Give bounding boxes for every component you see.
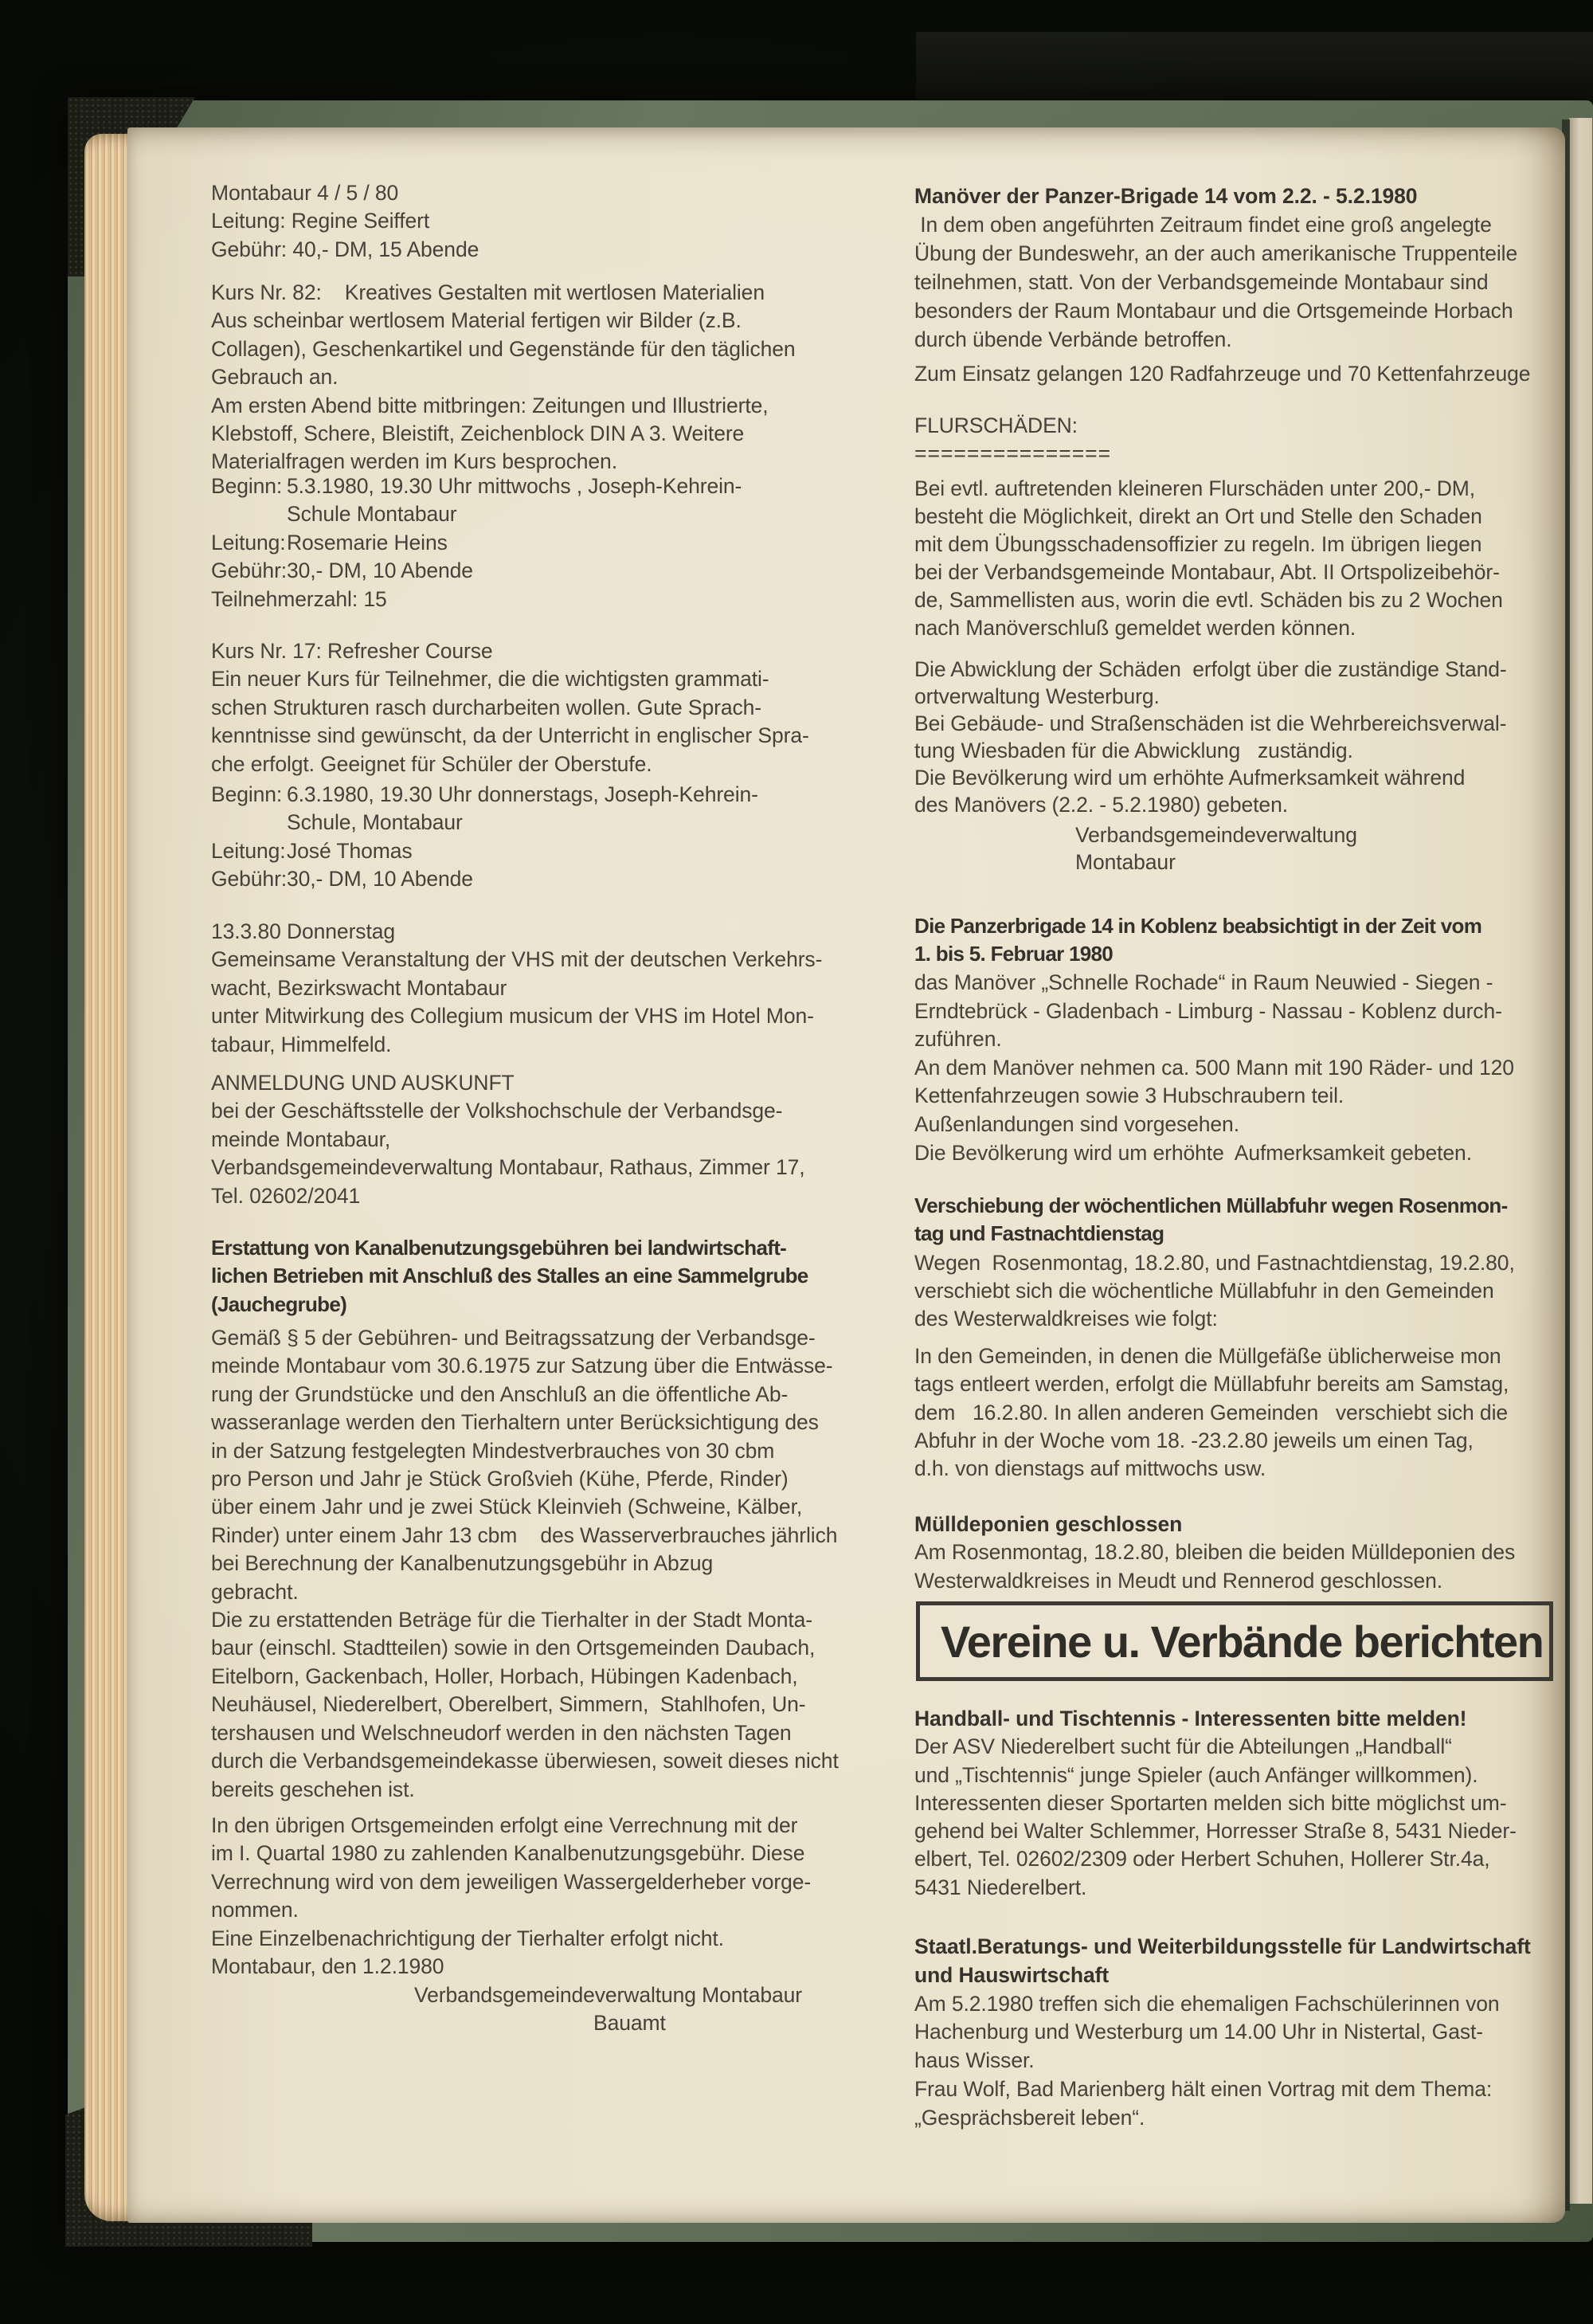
field-label: Leitung: bbox=[211, 838, 286, 863]
text-line: An dem Manöver nehmen ca. 500 Mann mit 190 Räder- und 120 bbox=[914, 1055, 1514, 1080]
text-line: gebracht. bbox=[211, 1579, 299, 1604]
text-line: dem 16.2.80. In allen anderen Gemeinden verschiebt sich die bbox=[914, 1400, 1508, 1425]
field-text: und Hauswirtschaft bbox=[914, 1962, 1110, 1987]
text-line: Gemeinsame Veranstaltung der VHS mit der deutschen Verkehrs- bbox=[211, 947, 823, 972]
text-line: d.h. von dienstags auf mittwochs usw. bbox=[914, 1456, 1266, 1481]
text-line bbox=[914, 1933, 1531, 1961]
text-line: bei Berechnung der Kanalbenutzungsgebühr in Abzug bbox=[211, 1551, 714, 1576]
field-text: 6.3.1980, 19.30 Uhr donnerstags, Joseph-Kehrein- bbox=[287, 782, 758, 806]
text-line: pro Person und Jahr je Stück Großvieh (Kühe, Pferde, Rinder) bbox=[211, 1467, 789, 1491]
text-line: Hachenburg und Westerburg um 14.00 Uhr in Nistertal, Gast- bbox=[914, 2020, 1483, 2044]
field-text: Staatl.Beratungs- und Weiterbildungsstelle für Landwirtschaft bbox=[914, 1934, 1531, 1958]
text-line: „Gesprächsbereit leben“. bbox=[914, 2105, 1145, 2130]
text-line: teilnehmen, statt. Von der Verbandsgemeinde Montabaur sind bbox=[914, 270, 1489, 294]
text-line: unter Mitwirkung des Collegium musicum der VHS im Hotel Mon- bbox=[211, 1004, 814, 1029]
text-line: tags entleert werden, erfolgt die Müllabfuhr bereits am Samstag, bbox=[914, 1372, 1509, 1397]
text-line: bei der Geschäftsstelle der Volkshochschule der Verbandsge- bbox=[211, 1099, 783, 1123]
text-line: rung der Grundstücke und den Anschluß an die öffentliche Ab- bbox=[211, 1381, 789, 1406]
text-line: Tel. 02602/2041 bbox=[211, 1183, 361, 1208]
left-column bbox=[211, 127, 912, 2223]
text-line bbox=[914, 440, 1111, 468]
text-block bbox=[914, 821, 1357, 876]
text-block bbox=[211, 1812, 811, 1981]
field-label: Beginn: bbox=[211, 782, 283, 806]
text-line: Die Panzerbrigade 14 in Koblenz beabsichtigt in der Zeit vom bbox=[914, 914, 1482, 938]
text-line: besonders der Raum Montabaur und die Ortsgemeinde Horbach bbox=[914, 299, 1513, 323]
text-line bbox=[914, 1705, 1517, 1733]
text-block bbox=[211, 472, 742, 613]
text-line: tabaur, Himmelfeld. bbox=[211, 1032, 392, 1056]
right-column bbox=[914, 127, 1565, 2223]
section-heading bbox=[211, 1234, 808, 1319]
cover-gloss-highlight bbox=[916, 32, 1593, 127]
text-line bbox=[211, 837, 758, 865]
text-line: kenntnisse sind gewünscht, da der Unterricht in englischer Spra- bbox=[211, 723, 809, 748]
text-line: Der ASV Niederelbert sucht für die Abteilungen „Handball“ bbox=[914, 1734, 1452, 1759]
text-line: nommen. bbox=[211, 1898, 299, 1922]
text-block bbox=[211, 637, 809, 778]
text-line: im I. Quartal 1980 zu zahlenden Kanalbenutzungsgebühr. Diese bbox=[211, 1841, 805, 1866]
text-line: Eitelborn, Gackenbach, Holler, Horbach, Hübingen Kadenbach, bbox=[211, 1664, 798, 1688]
text-block bbox=[914, 412, 1111, 468]
text-line: Gemäß § 5 der Gebühren- und Beitragssatzung der Verbandsge- bbox=[211, 1326, 816, 1350]
text-line bbox=[211, 529, 742, 557]
field-text: Montabaur bbox=[1075, 850, 1176, 874]
text-line: Abfuhr in der Woche vom 18. -23.2.80 jeweils um einen Tag, bbox=[914, 1428, 1474, 1452]
text-line: Erstattung von Kanalbenutzungsgebühren bei landwirtschaft- bbox=[211, 1236, 787, 1260]
text-line: elbert, Tel. 02602/2309 oder Herbert Schuhen, Hollerer Str.4a, bbox=[914, 1847, 1490, 1871]
text-line: des Manövers (2.2. - 5.2.1980) gebeten. bbox=[914, 793, 1288, 817]
text-line: besteht die Möglichkeit, direkt an Ort und Stelle den Schaden bbox=[914, 504, 1482, 528]
text-line bbox=[211, 809, 758, 837]
text-line: Frau Wolf, Bad Marienberg hält einen Vortrag mit dem Thema: bbox=[914, 2076, 1493, 2101]
text-line bbox=[211, 781, 758, 809]
text-line bbox=[914, 1511, 1515, 1538]
field-text: 30,- DM, 10 Abende bbox=[287, 558, 473, 583]
text-line: meinde Montabaur vom 30.6.1975 zur Satzung über die Entwässe- bbox=[211, 1354, 833, 1378]
text-line: In den übrigen Ortsgemeinden erfolgt eine Verrechnung mit der bbox=[211, 1813, 798, 1837]
text-line: Interessenten dieser Sportarten melden sich bitte möglichst um- bbox=[914, 1790, 1507, 1815]
text-line bbox=[211, 557, 742, 585]
text-line: Gebühr: 40,- DM, 15 Abende bbox=[211, 237, 479, 261]
text-line: Aus scheinbar wertlosem Material fertigen wir Bilder (z.B. bbox=[211, 308, 742, 333]
text-line bbox=[211, 1981, 802, 2009]
text-line: Montabaur, den 1.2.1980 bbox=[211, 1954, 444, 1979]
text-line: Die Abwicklung der Schäden erfolgt über die zuständige Stand- bbox=[914, 657, 1507, 681]
text-block bbox=[914, 1342, 1509, 1483]
text-line: Kettenfahrzeugen sowie 3 Hubschraubern teil. bbox=[914, 1084, 1344, 1108]
text-block bbox=[914, 656, 1507, 818]
text-line: wasseranlage werden den Tierhaltern unter Berücksichtigung des bbox=[211, 1410, 819, 1435]
text-line: meinde Montabaur, bbox=[211, 1127, 391, 1151]
text-line: Wegen Rosenmontag, 18.2.80, und Fastnachtdienstag, 19.2.80, bbox=[914, 1251, 1515, 1275]
text-line: Materialfragen werden im Kurs besprochen. bbox=[211, 449, 617, 474]
text-line bbox=[914, 182, 1517, 210]
text-line: tag und Fastnachtdienstag bbox=[914, 1221, 1164, 1245]
text-block bbox=[914, 1705, 1517, 1902]
text-line: gehend bei Walter Schlemmer, Horresser Straße 8, 5431 Nieder- bbox=[914, 1819, 1517, 1844]
text-block bbox=[914, 475, 1503, 642]
text-line: Verrechnung wird von dem jeweiligen Wassergelderheber vorge- bbox=[211, 1869, 812, 1894]
text-line: Leitung: Regine Seiffert bbox=[211, 209, 430, 233]
field-label: Leitung: bbox=[211, 530, 286, 555]
text-line: Bei evtl. auftretenden kleineren Flurschäden unter 200,- DM, bbox=[914, 476, 1476, 500]
field-text: José Thomas bbox=[287, 838, 413, 863]
text-line: tung Wiesbaden für die Abwicklung zuständig. bbox=[914, 739, 1353, 762]
text-block bbox=[914, 360, 1530, 388]
text-line: Kurs Nr. 17: Refresher Course bbox=[211, 639, 493, 663]
text-line: lichen Betrieben mit Anschluß des Stalles an eine Sammelgrube bbox=[211, 1264, 808, 1288]
field-text: Schule, Montabaur bbox=[287, 810, 463, 835]
text-line: Am Rosenmontag, 18.2.80, bleiben die beiden Mülldeponien des bbox=[914, 1540, 1516, 1565]
text-line: zuführen. bbox=[914, 1027, 1002, 1052]
text-line: bereits geschehen ist. bbox=[211, 1777, 415, 1801]
text-line: Westerwaldkreises in Meudt und Rennerod geschlossen. bbox=[914, 1568, 1443, 1593]
text-block bbox=[211, 279, 796, 476]
text-line: durch die Verbandsgemeindekasse überwiesen, soweit dieses nicht bbox=[211, 1749, 839, 1773]
text-line: und „Tischtennis“ junge Spieler (auch Anfänger willkommen). bbox=[914, 1762, 1478, 1787]
section-heading bbox=[914, 1192, 1508, 1248]
field-label: Gebühr: bbox=[211, 558, 288, 583]
text-line bbox=[211, 865, 758, 893]
text-line: che erfolgt. Geeignet für Schüler der Oberstufe. bbox=[211, 751, 652, 776]
text-line: Am ersten Abend bitte mitbringen: Zeitungen und Illustrierte, bbox=[211, 393, 769, 417]
text-line: Die zu erstattenden Beträge für die Tierhalter in der Stadt Monta- bbox=[211, 1608, 812, 1632]
text-line: in der Satzung festgelegten Mindestverbrauches von 30 cbm bbox=[211, 1438, 775, 1463]
text-line: Übung der Bundeswehr, an der auch amerikanische Truppenteile bbox=[914, 241, 1518, 265]
field-text: Verbandsgemeindeverwaltung bbox=[1075, 823, 1357, 847]
text-line: Außenlandungen sind vorgesehen. bbox=[914, 1111, 1239, 1136]
text-line bbox=[211, 586, 742, 613]
section-heading bbox=[914, 912, 1481, 968]
text-line: über einem Jahr und je zwei Stück Kleinvieh (Schweine, Kälber, bbox=[211, 1495, 803, 1519]
text-line: durch übende Verbände betroffen. bbox=[914, 327, 1232, 351]
text-line: Collagen), Geschenkartikel und Gegenstände für den täglichen bbox=[211, 336, 796, 361]
text-line: ANMELDUNG UND AUSKUNFT bbox=[211, 1071, 515, 1095]
text-line bbox=[211, 500, 742, 528]
field-text: Rosemarie Heins bbox=[287, 530, 448, 555]
text-line: Rinder) unter einem Jahr 13 cbm des Wasserverbrauches jährlich bbox=[211, 1523, 838, 1547]
field-text: Schule Montabaur bbox=[287, 502, 457, 527]
text-block bbox=[914, 182, 1517, 354]
field-label: Beginn: bbox=[211, 474, 283, 498]
text-block bbox=[211, 179, 479, 264]
text-line bbox=[211, 472, 742, 500]
text-line: verschiebt sich die wöchentliche Müllabfuhr in den Gemeinden bbox=[914, 1279, 1494, 1303]
text-line: baur (einschl. Stadtteilen) sowie in den Ortsgemeinden Daubach, bbox=[211, 1636, 816, 1660]
text-line: wacht, Bezirkswacht Montabaur bbox=[211, 975, 507, 1000]
text-line: Die Bevölkerung wird um erhöhte Aufmerksamkeit während bbox=[914, 766, 1466, 790]
text-line: ortverwaltung Westerburg. bbox=[914, 684, 1160, 708]
text-block bbox=[211, 1069, 805, 1210]
text-block bbox=[211, 1981, 802, 2038]
text-line: 1. bis 5. Februar 1980 bbox=[914, 942, 1114, 966]
field-text: 5.3.1980, 19.30 Uhr mittwochs , Joseph-Kehrein- bbox=[287, 474, 742, 498]
text-block bbox=[914, 1511, 1515, 1595]
document-page bbox=[127, 127, 1565, 2223]
text-line: Die Bevölkerung wird um erhöhte Aufmerksamkeit gebeten. bbox=[914, 1140, 1472, 1165]
text-line: In den Gemeinden, in denen die Müllgefäße üblicherweise mon bbox=[914, 1344, 1501, 1368]
text-line: Verbandsgemeindeverwaltung Montabaur, Rathaus, Zimmer 17, bbox=[211, 1155, 805, 1180]
text-line: (Jauchegrube) bbox=[211, 1291, 347, 1316]
text-line bbox=[914, 1961, 1531, 1990]
field-text: Manöver der Panzer-Brigade 14 vom 2.2. - 5.2.1980 bbox=[914, 184, 1418, 208]
text-block bbox=[211, 1324, 839, 1804]
text-line: des Westerwaldkreises wie folgt: bbox=[914, 1307, 1218, 1331]
text-line: In dem oben angeführten Zeitraum findet eine groß angelegte bbox=[914, 213, 1492, 237]
text-line bbox=[211, 2009, 802, 2037]
text-line: Erndtebrück - Gladenbach - Limburg - Nassau - Koblenz durch- bbox=[914, 998, 1502, 1023]
adjacent-page-edge bbox=[1569, 118, 1592, 2204]
field-text: Handball- und Tischtennis - Interessenten bitte melden! bbox=[914, 1707, 1467, 1730]
text-line: 5431 Niederelbert. bbox=[914, 1875, 1087, 1899]
text-block bbox=[914, 1933, 1531, 2133]
text-line bbox=[914, 821, 1357, 848]
field-text: Verbandsgemeindeverwaltung Montabaur bbox=[414, 1983, 802, 2007]
field-text: Mülldeponien geschlossen bbox=[914, 1512, 1183, 1536]
text-line: Bei Gebäude- und Straßenschäden ist die Wehrbereichsverwal- bbox=[914, 711, 1507, 735]
text-line: Kurs Nr. 82: Kreatives Gestalten mit wertlosen Materialien bbox=[211, 280, 765, 304]
text-line: Neuhäusel, Niederelbert, Oberelbert, Simmern, Stahlhofen, Un- bbox=[211, 1692, 806, 1717]
text-line: Verschiebung der wöchentlichen Müllabfuhr wegen Rosenmon- bbox=[914, 1193, 1508, 1217]
text-block bbox=[914, 1249, 1515, 1333]
field-label: Gebühr: bbox=[211, 867, 288, 892]
field-text: Bauamt bbox=[593, 2011, 666, 2036]
text-line: haus Wisser. bbox=[914, 2048, 1035, 2073]
text-line: Ein neuer Kurs für Teilnehmer, die die wichtigsten grammati- bbox=[211, 667, 769, 692]
text-line: Zum Einsatz gelangen 120 Radfahrzeuge und 70 Kettenfahrzeuge bbox=[914, 362, 1531, 386]
text-line: Gebrauch an. bbox=[211, 365, 339, 390]
text-line: das Manöver „Schnelle Rochade“ in Raum Neuwied - Siegen - bbox=[914, 970, 1493, 994]
text-block bbox=[914, 969, 1514, 1167]
field-text: 30,- DM, 10 Abende bbox=[287, 867, 473, 892]
text-line: Klebstoff, Schere, Bleistift, Zeichenblock DIN A 3. Weitere bbox=[211, 421, 745, 446]
text-block bbox=[211, 781, 758, 894]
text-line: mit dem Übungsschadensoffizier zu regeln. Im übrigen liegen bbox=[914, 532, 1482, 556]
text-line bbox=[914, 848, 1357, 876]
text-line: nach Manöverschluß gemeldet werden können. bbox=[914, 616, 1356, 640]
text-line: de, Sammellisten aus, worin die evtl. Schäden bis zu 2 Wochen bbox=[914, 588, 1503, 612]
box-title: Vereine u. Verbände berichten bbox=[941, 1616, 1544, 1667]
page-edge-stack bbox=[84, 134, 129, 2221]
text-line: bei der Verbandsgemeinde Montabaur, Abt. II Ortspolizeibehör- bbox=[914, 560, 1500, 584]
text-line: tershausen und Welschneudorf werden in den nächsten Tagen bbox=[211, 1720, 792, 1745]
field-text: =============== bbox=[914, 441, 1112, 466]
text-line: schen Strukturen rasch durcharbeiten wollen. Gute Sprach- bbox=[211, 695, 762, 719]
text-block bbox=[211, 918, 822, 1059]
field-text: Teilnehmerzahl: 15 bbox=[211, 586, 387, 611]
text-line: Eine Einzelbenachrichtigung der Tierhalter erfolgt nicht. bbox=[211, 1926, 724, 1950]
text-line: FLURSCHÄDEN: bbox=[914, 413, 1078, 437]
text-line: 13.3.80 Donnerstag bbox=[211, 919, 395, 943]
text-line: Montabaur 4 / 5 / 80 bbox=[211, 181, 399, 205]
text-line: Am 5.2.1980 treffen sich die ehemaligen Fachschülerinnen von bbox=[914, 1991, 1500, 2016]
